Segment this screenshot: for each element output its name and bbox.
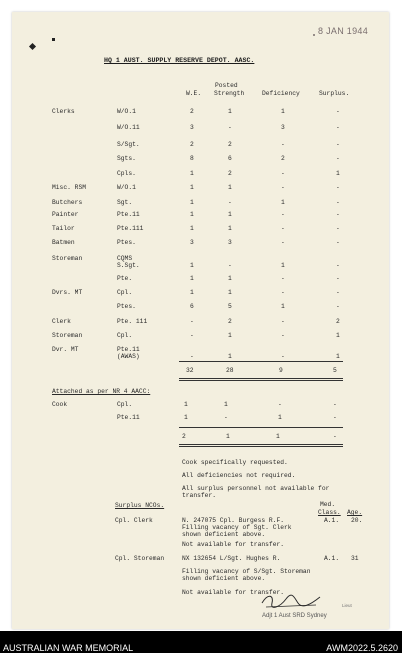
row-sur: - [336,289,340,296]
surplus-nco-heading: Surplus NCOs. [115,502,165,509]
row-def: - [281,289,285,296]
row-def: 2 [281,155,285,162]
row-rank: Pte.111 [117,225,144,232]
attached-total-surplus: - [333,433,337,440]
row-sur: - [336,211,340,218]
row-sur: - [336,303,340,310]
row-cat: Clerks [52,108,75,115]
attached-row-posted: 1 [224,401,228,408]
nco-note: Filling vacancy of S/Sgt. Storeman [182,568,311,575]
row-we: - [190,318,194,325]
row-posted: 1 [228,184,232,191]
total-surplus: 5 [333,367,337,374]
row-we: 1 [190,170,194,177]
stamp-mark [313,34,315,36]
row-sur: - [336,262,340,269]
row-sur: - [336,108,340,115]
row-def: - [281,211,285,218]
class-label: Class. [318,509,341,516]
row-sur: - [336,275,340,282]
row-def: 1 [281,262,285,269]
row-rank: Pte. [117,275,133,282]
row-we: 8 [190,155,194,162]
nco-role: Cpl. Storeman [115,555,165,562]
attached-heading: Attached as per NR 4 AACC: [52,388,151,395]
row-rank: S/Sgt. [117,141,140,148]
row-rank: Ptes. [117,239,136,246]
attached-row-rank: Pte.11 [117,414,140,421]
row-we: 1 [190,184,194,191]
row-we: - [190,353,194,360]
row-posted: 1 [228,289,232,296]
row-cat: Tailor [52,225,75,232]
attached-row-def: 1 [278,414,282,421]
row-def: - [281,318,285,325]
note-line: All surplus personnel not available for [182,485,330,492]
row-def: - [281,332,285,339]
row-def: - [281,239,285,246]
row-we: 6 [190,303,194,310]
attached-total-posted: 1 [226,433,230,440]
date-stamp: 8 JAN 1944 [318,26,369,36]
row-cat: Clerk [52,318,71,325]
row-cat: Batmen [52,239,75,246]
attached-row-cat: Cook [52,401,68,408]
row-posted: 5 [228,303,232,310]
row-we: 1 [190,289,194,296]
note-line: All deficiencies not required. [182,472,296,479]
row-rank: CQMS [117,255,133,262]
total-deficiency: 9 [279,367,283,374]
row-cat: Painter [52,211,79,218]
row-rank: Sgts. [117,155,136,162]
row-sur: - [336,141,340,148]
attached-row-posted: - [224,414,228,421]
row-rank: Cpl. [117,289,133,296]
row-posted: 1 [228,275,232,282]
row-sur: - [336,155,340,162]
handwritten-signature [258,591,324,611]
row-posted: 1 [228,211,232,218]
row-cat: Dvrs. MT [52,289,83,296]
nco-role: Cpl. Clerk [115,517,153,524]
total-we: 32 [186,367,194,374]
row-posted: 3 [228,239,232,246]
row-we: 1 [190,225,194,232]
row-we: 1 [190,262,194,269]
attached-row-sur: - [333,414,337,421]
attached-row-def: - [278,401,282,408]
row-rank: Ptes. [117,303,136,310]
row-sur: 2 [336,318,340,325]
total-double-rule-2 [179,380,343,381]
total-posted: 28 [226,367,234,374]
row-def: - [281,225,285,232]
row-def: - [281,184,285,191]
row-we: 1 [190,275,194,282]
row-cat: Storeman [52,332,83,339]
footer-institution: AUSTRALIAN WAR MEMORIAL [3,643,134,653]
row-def: - [281,275,285,282]
row-sur: - [336,184,340,191]
header-posted: Posted [215,82,238,89]
row-def: 1 [281,108,285,115]
attached-row-we: 1 [184,414,188,421]
attached-double-rule-1 [179,444,343,445]
row-rank: W/O.1 [117,108,136,115]
attached-row-sur: - [333,401,337,408]
row-we: 2 [190,141,194,148]
row-rank: Pte. 111 [117,318,148,325]
row-rank: S.Sgt. [117,262,140,269]
med-label: Med. [320,501,336,508]
attached-total-rule [179,427,343,428]
nco-detail: NX 132654 L/Sgt. Hughes R. [182,555,281,562]
row-def: 3 [281,124,285,131]
row-posted: 2 [228,318,232,325]
nco-note: Not available for transfer. [182,541,285,548]
row-posted: 1 [228,225,232,232]
row-we: - [190,332,194,339]
row-posted: 6 [228,155,232,162]
row-posted: 1 [228,353,232,360]
row-rank: W/O.1 [117,184,136,191]
row-cat: Misc. RSM [52,184,87,191]
nco-class: A.1. [324,555,340,562]
row-sur: - [336,199,340,206]
row-rank: W/O.11 [117,124,140,131]
signature-rank: Lieut [342,603,352,608]
total-double-rule-1 [179,378,343,379]
row-rank: (AWAS) [117,353,140,360]
row-def: - [281,353,285,360]
total-rule [179,361,343,362]
row-posted: 1 [228,332,232,339]
document-title: HQ 1 AUST. SUPPLY RESERVE DEPOT. AASC. [104,57,255,64]
row-cat: Butchers [52,199,83,206]
row-rank: Pte.11 [117,211,140,218]
row-sur: - [336,124,340,131]
signature-unit: Adjt 1 Aust SRD Sydney [262,613,327,619]
row-posted: 1 [228,108,232,115]
footer-accession-number: AWM2022.5.2620 [326,643,398,653]
row-rank: Cpls. [117,170,136,177]
row-we: 1 [190,199,194,206]
row-we: 2 [190,108,194,115]
row-rank: Cpl. [117,332,133,339]
nco-note: shown deficient above. [182,575,266,582]
row-def: 1 [281,303,285,310]
row-sur: - [336,239,340,246]
nco-detail: N. 247075 Cpl. Burgess R.F. [182,517,285,524]
row-posted: 2 [228,141,232,148]
nco-note: Filling vacancy of Sgt. Clerk [182,524,292,531]
row-posted: - [228,199,232,206]
row-cat: Storeman [52,255,83,262]
row-sur: 1 [336,332,340,339]
row-sur: 1 [336,170,340,177]
nco-age: 31 [351,555,359,562]
header-we: W.E. [186,90,202,97]
attached-total-deficiency: 1 [276,433,280,440]
attached-double-rule-2 [179,446,343,447]
row-rank: Pte.11 [117,346,140,353]
row-posted: 2 [228,170,232,177]
attached-row-rank: Cpl. [117,401,133,408]
row-we: 3 [190,239,194,246]
header-strength: Strength [214,90,245,97]
row-we: 3 [190,124,194,131]
row-we: 1 [190,211,194,218]
nco-class: A.1. [324,517,340,524]
note-line: transfer. [182,492,217,499]
row-cat: Dvr. MT [52,346,79,353]
header-surplus: Surplus. [319,90,350,97]
nco-note: shown deficient above. [182,531,266,538]
attached-total-we: 2 [182,433,186,440]
attached-row-we: 1 [184,401,188,408]
row-rank: Sgt. [117,199,133,206]
punch-mark-small [52,38,55,41]
row-def: - [281,170,285,177]
header-deficiency: Deficiency [262,90,300,97]
note-line: Cook specifically requested. [182,459,288,466]
nco-age: 20. [351,517,363,524]
nco-note: Not available for transfer. [182,589,285,596]
row-def: - [281,141,285,148]
age-label: Age. [347,509,363,516]
row-posted: - [228,262,232,269]
row-def: 1 [281,199,285,206]
row-sur: - [336,225,340,232]
row-posted: - [228,124,232,131]
row-sur: 1 [336,353,340,360]
